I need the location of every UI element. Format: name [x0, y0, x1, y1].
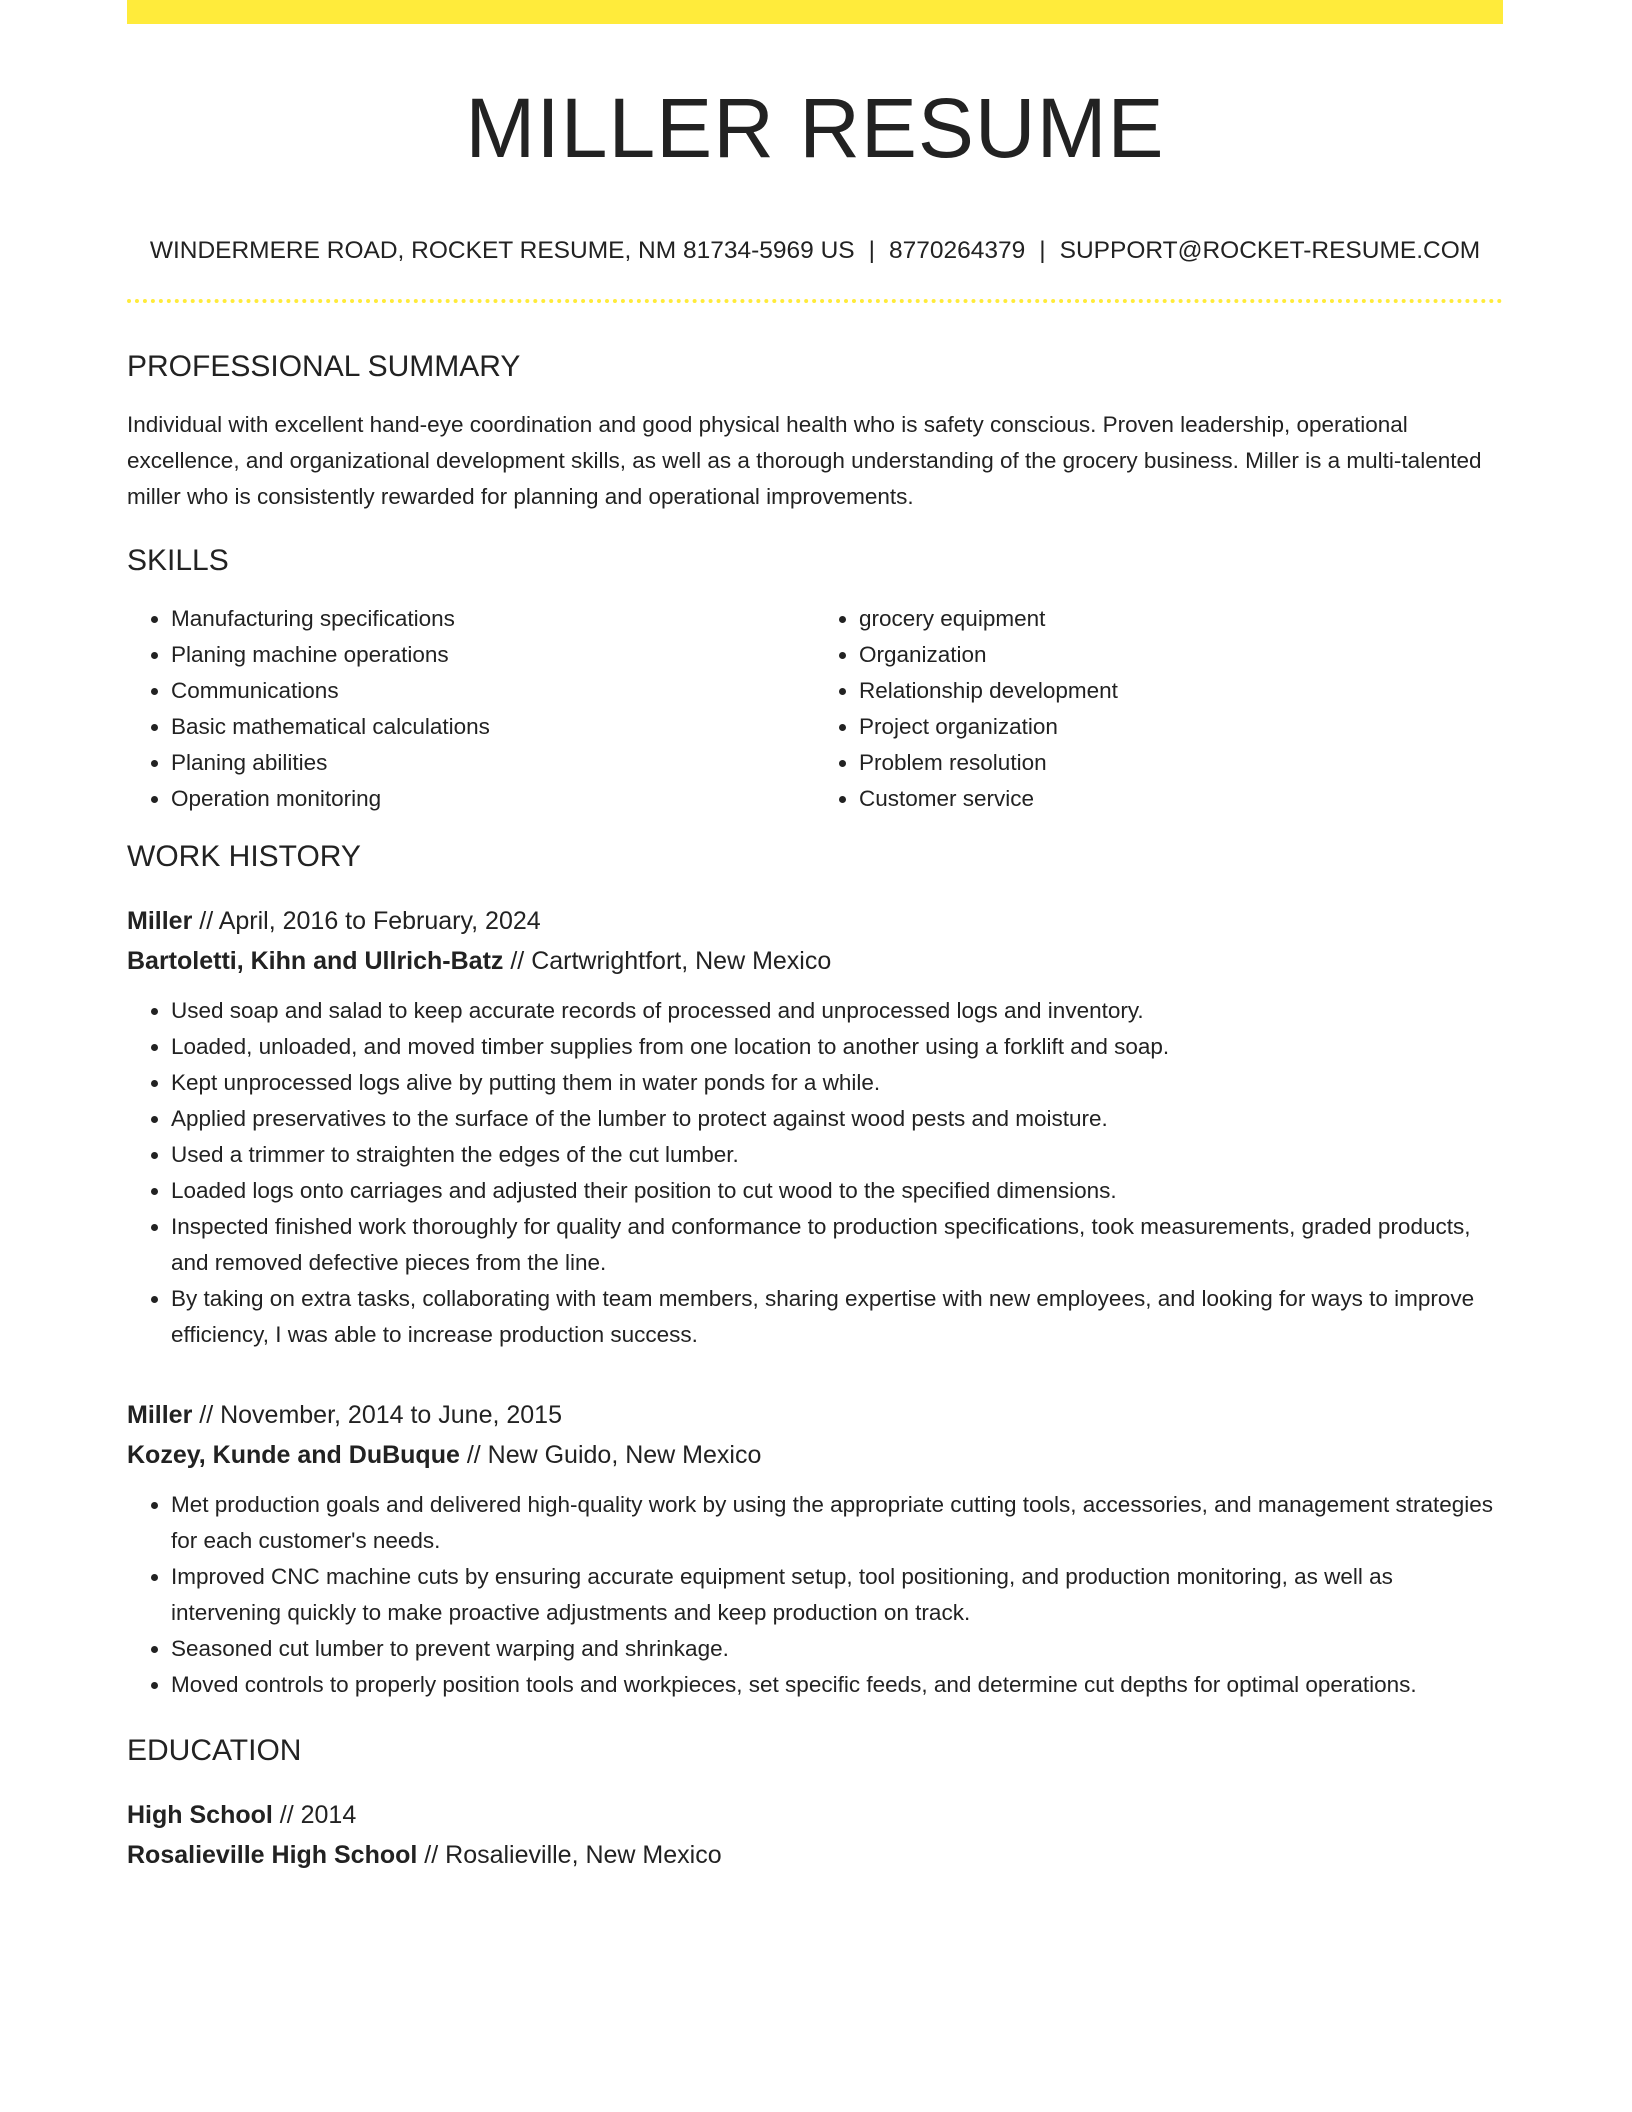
contact-line: [127, 236, 1503, 265]
skills-column-left: [127, 601, 815, 817]
job-duty: • By taking on extra tasks, collaborating with team members, sharing expertise with new employees, and looking for ways to improve efficiency, I was able to increase production success.: [171, 1281, 1503, 1353]
resume-name: MILLER RESUME: [465, 81, 1165, 175]
job-duty: • Inspected finished work thoroughly for quality and conformance to production specifications, took measurements, graded products, and removed defective pieces from the line.: [171, 1209, 1503, 1281]
job-duty: • Seasoned cut lumber to prevent warping and shrinkage.: [171, 1631, 1503, 1667]
skill-item: • Basic mathematical calculations: [171, 709, 815, 745]
education-school-line: [127, 1835, 1503, 1875]
education-location: // Rosalieville, New Mexico: [417, 1841, 722, 1870]
job-location: // New Guido, New Mexico: [459, 1441, 762, 1470]
contact-separator: |: [1039, 237, 1046, 264]
job-company: Bartoletti, Kihn and Ullrich-Batz: [127, 947, 504, 976]
job-role: Miller: [127, 907, 193, 936]
job-company: Kozey, Kunde and DuBuque: [127, 1441, 460, 1470]
job-duty: • Loaded, unloaded, and moved timber supplies from one location to another using a forklift and soap.: [171, 1029, 1503, 1065]
skill-item: • Organization: [859, 637, 1503, 673]
skills-list-left: [127, 601, 815, 817]
job-duty: • Applied preservatives to the surface of the lumber to protect against wood pests and moisture.: [171, 1101, 1503, 1137]
dotted-divider: [127, 299, 1503, 303]
summary-text: Individual with excellent hand-eye coordination and good physical health who is safety conscious. Proven leadership, operational excellence, and organizational development skills, as well as a thorough understanding of the grocery business. Miller is a multi-talented miller who is consistently rewarded for planning and operational improvements.: [127, 412, 1482, 510]
skill-item: • Communications: [171, 673, 815, 709]
skill-item: • grocery equipment: [859, 601, 1503, 637]
skill-item: • Customer service: [859, 781, 1503, 817]
job-dates: // April, 2016 to February, 2024: [192, 907, 541, 936]
summary-heading: PROFESSIONAL SUMMARY: [127, 350, 521, 384]
job-duty: • Used soap and salad to keep accurate records of processed and unprocessed logs and inventory.: [171, 993, 1503, 1029]
job-dates: // November, 2014 to June, 2015: [192, 1401, 562, 1430]
skills-list-right: [815, 601, 1503, 817]
skill-item: • Planing abilities: [171, 745, 815, 781]
job-duty: • Moved controls to properly position tools and workpieces, set specific feeds, and determine cut depths for optimal operations.: [171, 1667, 1503, 1703]
contact-email[interactable]: SUPPORT@ROCKET-RESUME.COM: [1059, 237, 1481, 264]
job-title-line: [127, 901, 1503, 941]
education-year: // 2014: [272, 1801, 357, 1830]
job-duty: • Used a trimmer to straighten the edges of the cut lumber.: [171, 1137, 1503, 1173]
job-duties-list: [127, 993, 1503, 1353]
job-duty: • Improved CNC machine cuts by ensuring accurate equipment setup, tool positioning, and production monitoring, as well as intervening quickly to make proactive adjustments and keep production on track.: [171, 1559, 1503, 1631]
resume-page: [127, 0, 1503, 1875]
skills-grid: [127, 601, 1503, 817]
education-entry: [127, 1795, 1503, 1875]
job-entry: [127, 1395, 1503, 1703]
education-degree-line: [127, 1795, 1503, 1835]
job-role: Miller: [127, 1401, 193, 1430]
job-duty: • Loaded logs onto carriages and adjusted their position to cut wood to the specified dimensions.: [171, 1173, 1503, 1209]
job-location: // Cartwrightfort, New Mexico: [503, 947, 832, 976]
job-duty: • Met production goals and delivered high-quality work by using the appropriate cutting tools, accessories, and management strategies for each customer's needs.: [171, 1487, 1503, 1559]
skills-heading: SKILLS: [127, 544, 229, 578]
job-duties-list: [127, 1487, 1503, 1703]
job-duty: • Kept unprocessed logs alive by putting them in water ponds for a while.: [171, 1065, 1503, 1101]
education-degree: High School: [127, 1801, 273, 1830]
skill-item: • Problem resolution: [859, 745, 1503, 781]
job-company-line: [127, 1435, 1503, 1475]
skill-item: • Manufacturing specifications: [171, 601, 815, 637]
accent-top-bar: [127, 0, 1503, 24]
skill-item: • Planing machine operations: [171, 637, 815, 673]
education-school: Rosalieville High School: [127, 1841, 418, 1870]
work-history-heading: WORK HISTORY: [127, 840, 361, 874]
job-company-line: [127, 941, 1503, 981]
contact-address: WINDERMERE ROAD, ROCKET RESUME, NM 81734-5969 US: [149, 237, 855, 264]
skill-item: • Project organization: [859, 709, 1503, 745]
education-heading: EDUCATION: [127, 1734, 302, 1768]
skills-column-right: [815, 601, 1503, 817]
contact-phone[interactable]: 8770264379: [888, 237, 1026, 264]
skill-item: • Relationship development: [859, 673, 1503, 709]
skill-item: • Operation monitoring: [171, 781, 815, 817]
job-title-line: [127, 1395, 1503, 1435]
contact-separator: |: [868, 237, 875, 264]
job-entry: [127, 901, 1503, 1353]
